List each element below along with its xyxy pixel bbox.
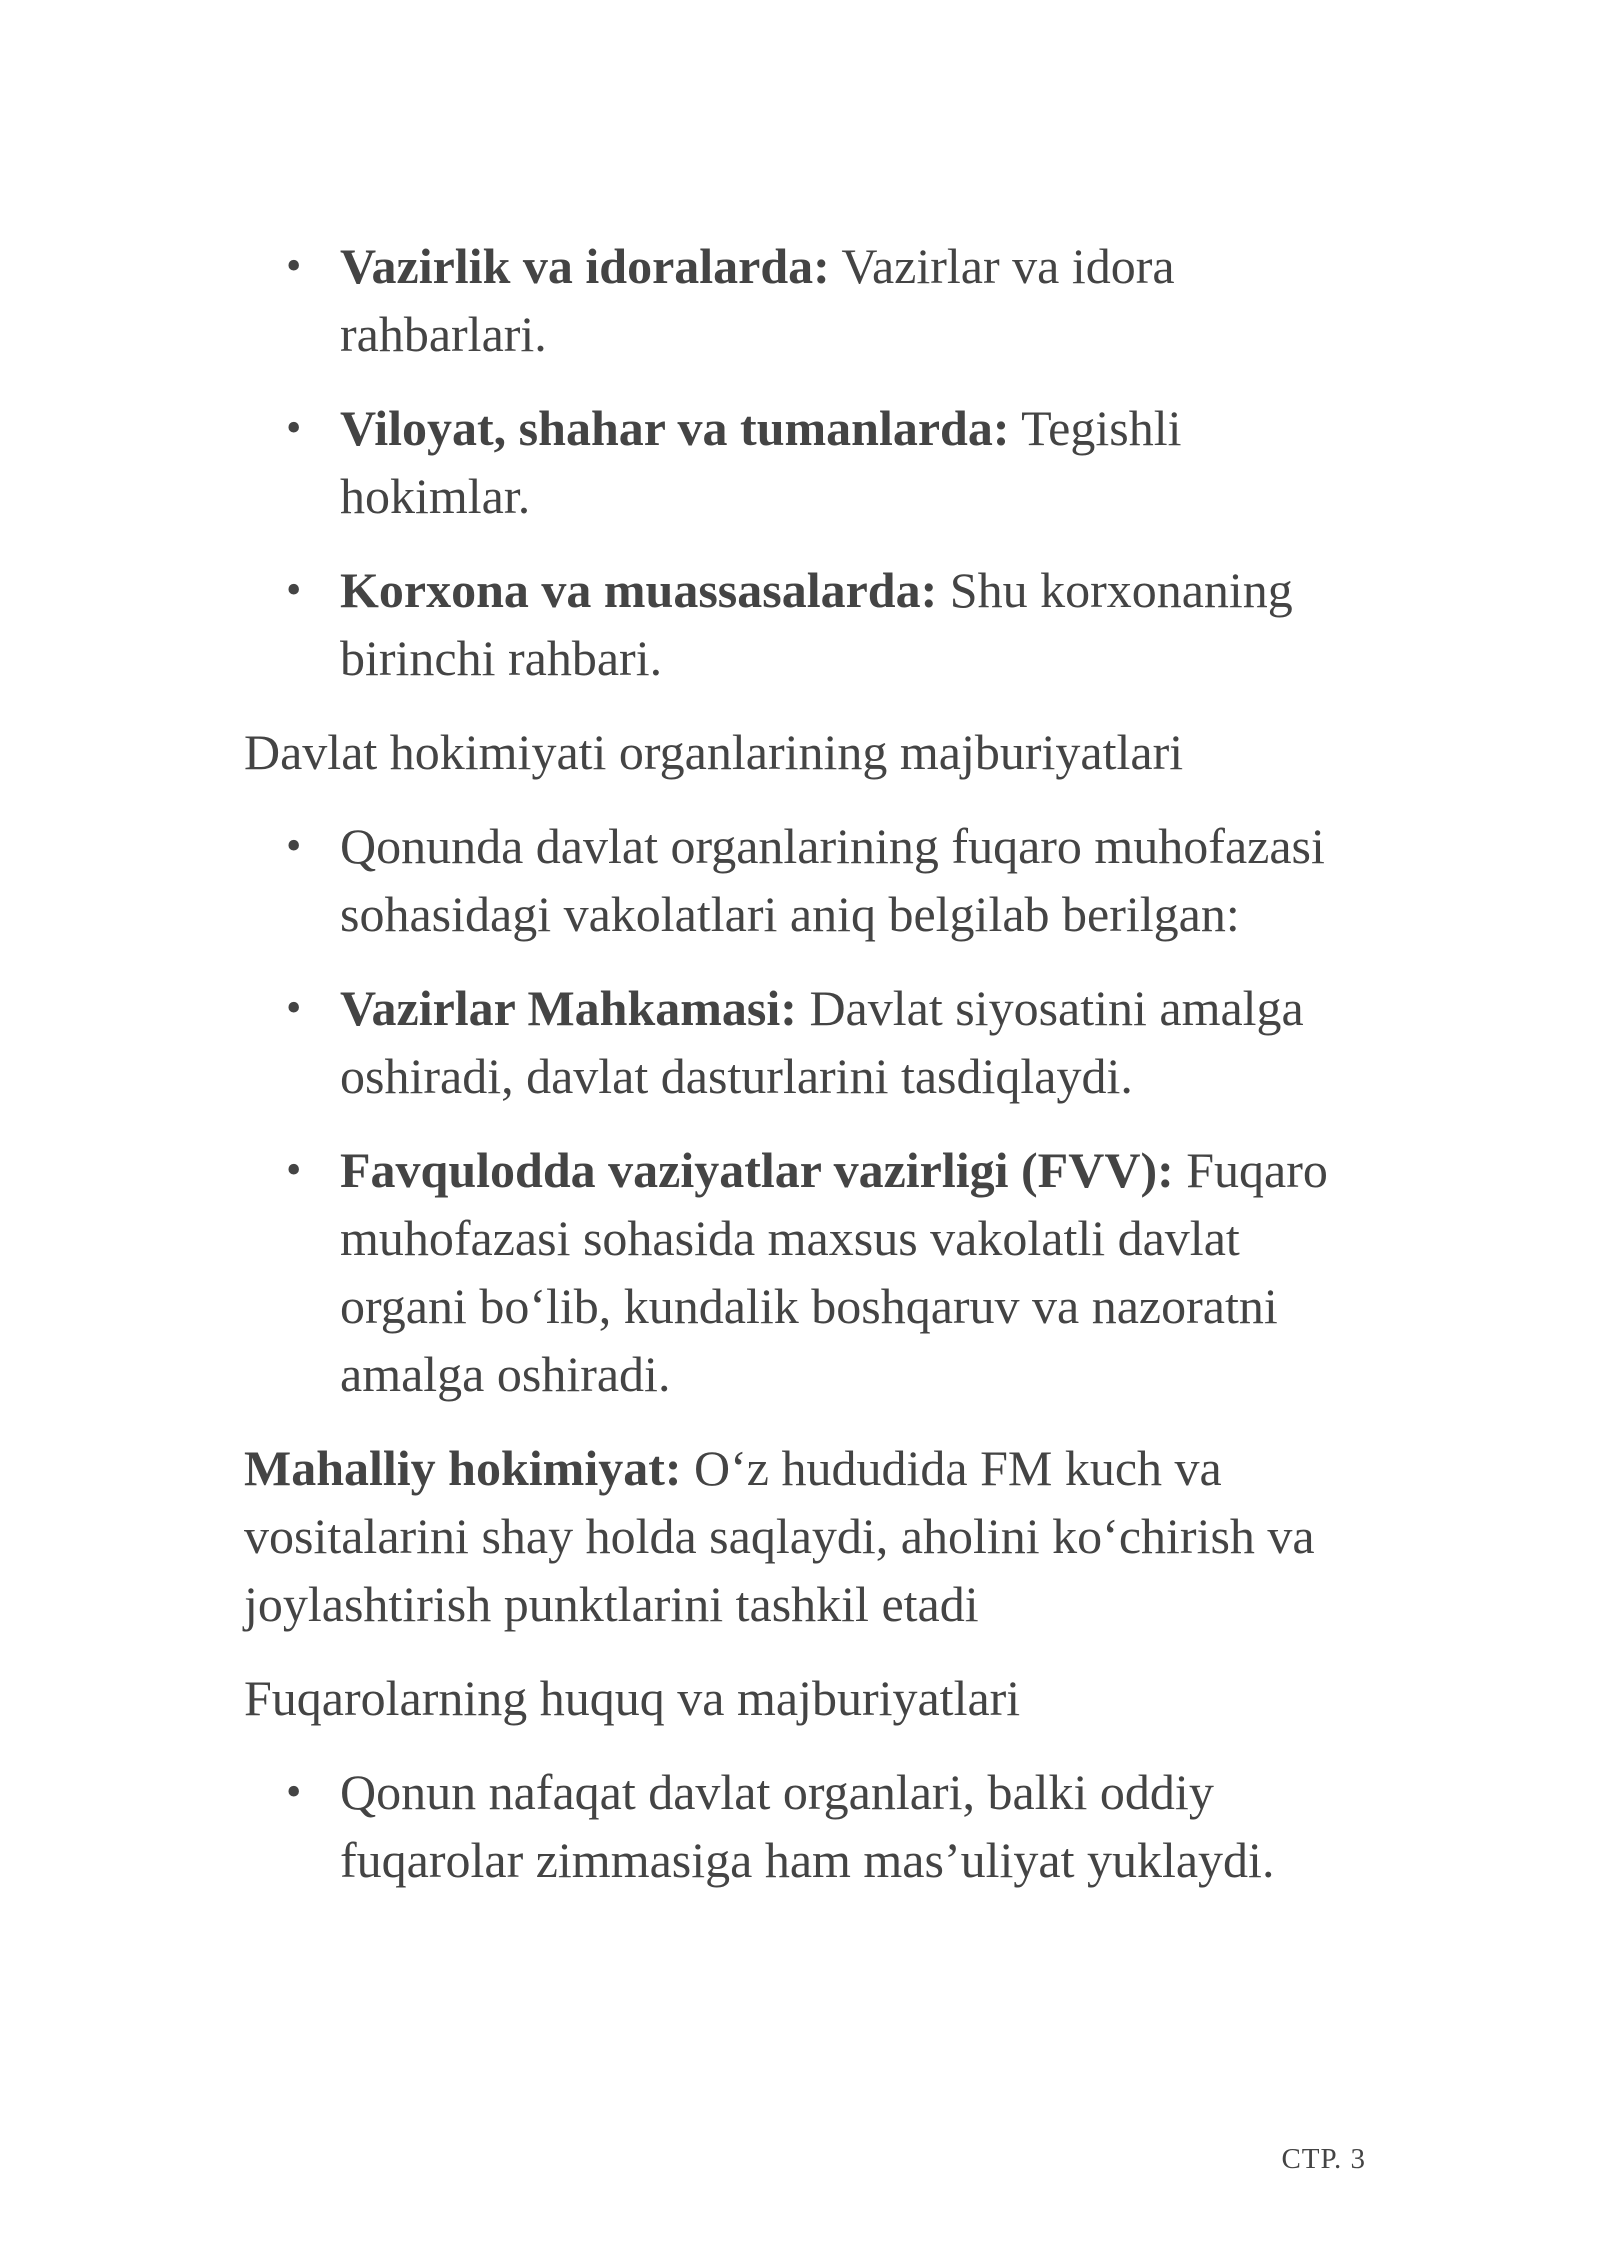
item-term: Favqulodda vaziyatlar vazirligi (FVV): [340, 1142, 1174, 1198]
list-item [340, 974, 1374, 1110]
citizen-duties-list [244, 1758, 1374, 1894]
list-item [340, 394, 1374, 530]
list-item [340, 812, 1374, 948]
list-item [340, 556, 1374, 692]
item-text: Qonun nafaqat davlat organlari, balki oddiy fuqarolar zimmasiga ham mas’uliyat yuklaydi. [340, 1764, 1275, 1888]
item-term: Viloyat, shahar va tumanlarda: [340, 400, 1010, 456]
item-text: Davlat siyosatini amalga oshiradi, davlat dasturlarini tasdiqlaydi. [340, 980, 1304, 1104]
paragraph-text: O‘z hududida FM kuch va vositalarini shay holda saqlaydi, aholini ko‘chirish va joylashtirish punktlarini tashkil etadi [244, 1440, 1315, 1632]
paragraph-term: Mahalliy hokimiyat: [244, 1440, 682, 1496]
list-item [340, 232, 1374, 368]
section-heading: Fuqarolarning huquq va majburiyatlari [244, 1670, 1021, 1726]
item-text: Shu korxonaning birinchi rahbari. [340, 562, 1293, 686]
item-term: Vazirlar Mahkamasi: [340, 980, 797, 1036]
item-text: Vazirlar va idora rahbarlari. [340, 238, 1175, 362]
list-item [340, 1758, 1374, 1894]
authority-list [244, 812, 1374, 1408]
item-text: Tegishli hokimlar. [340, 400, 1182, 524]
section-heading: Davlat hokimiyati organlarining majburiyatlari [244, 724, 1184, 780]
document-body [244, 232, 1374, 1920]
responsibility-list [244, 232, 1374, 692]
list-item [340, 1136, 1374, 1408]
item-text: Qonunda davlat organlarining fuqaro muhofazasi sohasidagi vakolatlari aniq belgilab berilgan: [340, 818, 1325, 942]
item-term: Korxona va muassasalarda: [340, 562, 938, 618]
item-term: Vazirlik va idoralarda: [340, 238, 830, 294]
item-text: Fuqaro muhofazasi sohasida maxsus vakolatli davlat organi bo‘lib, kundalik boshqaruv va nazoratni amalga oshiradi. [340, 1142, 1328, 1402]
page-number: СТР. 3 [1281, 2143, 1366, 2175]
local-government-paragraph [244, 1434, 1374, 1638]
